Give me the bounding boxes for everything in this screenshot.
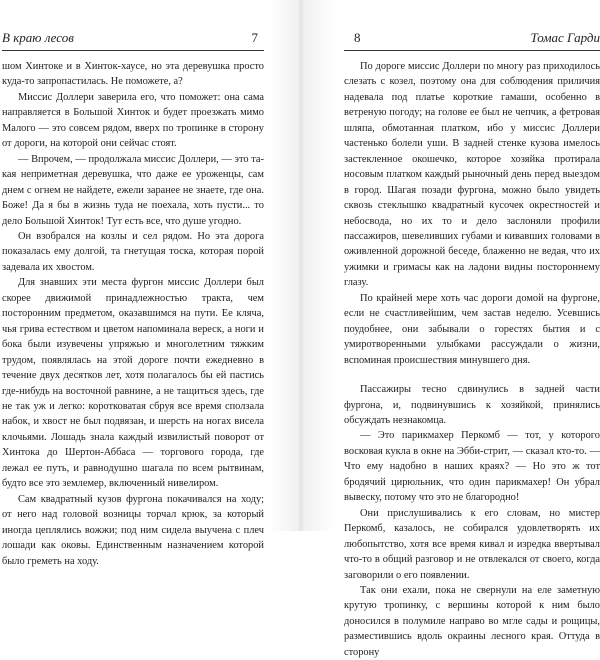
- paragraph: По крайней мере хоть час дороги домой на фургоне, если не счастливейшим, чем застав неделю. Усевшись поудобнее, они забывали о горестях бытия и с умиротворенными улыбками рассуждали о жизни, вспоминая происшествия минувшего дня.: [344, 292, 600, 366]
- page-number: 8: [354, 30, 361, 45]
- paragraph: Они прислушивались к его словам, но мистер Перкомб, казалось, не собирался удовлетворять их любопытство, хотя все время кивал и изредка ввертывал что-то в общий разговор и не отвлекался от своего, когда заговорили о его появлении.: [344, 507, 600, 581]
- book-gutter: [268, 0, 334, 531]
- right-page: [334, 0, 600, 658]
- running-title: Томас Гарди: [530, 30, 600, 45]
- paragraph: — Это парикмахер Перкомб — тот, у которого восковая кукла в окне на Эбби-стрит, — сказал кто-то. — Что ему надобно в наших краях? — Но это ж тот бродячий цирюльник, что один парикмахер! Он убрал вывеску, потому что это не благородно!: [344, 430, 600, 504]
- paragraph: Сам квадратный кузов фургона покачивался на ходу; от него над головой возницы торчал крюк, за который иногда цеплялись вожжи; под ним сидела выучена с плеч лошади как оковы. Единственным назначением которой было греметь на ходу.: [2, 493, 264, 567]
- paragraph: Миссис Доллери заверила его, что поможет: она сама направляется в Большой Хинток и будет проезжать мимо Малого — это совсем рядом, вверх по тропинке в сторону от дороги, на которой они сейчас стоят.: [2, 91, 264, 150]
- paragraph: По дороге миссис Доллери по многу раз приходилось слезать с козел, поэтому она для соблюдения приличия надевала под платье короткие гамаши, особенно в ветреную погоду; на голове ее был не чепчик, а фетровая шляпа, обмотанная платком, ибо у миссис Доллери частенько болели уши. В задней стенке кузова имелось застекленное окошечко, которое хозяйка протирала носовым платком каждый рыночный день перед выездом в город. Шагая позади фургона, можно было увидеть сквозь стеклышко квадратный кусочек окрестностей и небосвода, но их то и дело заслоняли профили пассажиров, шевеливших губами и кивавших головами в оживленной дорожной беседе, блаженно не ведая, что их ужимки и гримасы как на ладони видны постороннему глазу.: [344, 61, 600, 289]
- left-page-header: [2, 28, 264, 51]
- paragraph: Пассажиры тесно сдвинулись в задней части фургона, и, подвинувшись к хозяйкой, принялись обсуждать незнакомца.: [344, 384, 600, 426]
- running-title: В краю лесов: [2, 30, 74, 45]
- right-page-text: [344, 59, 600, 660]
- left-page: [0, 0, 268, 567]
- paragraph: Для знавших эти места фургон миссис Доллери был скорее движимой принадлежностью тракта, чем посторонним предметом, оказавшимся на пути. Ее кляча, чья грива естеством и цветом напоминала вереск, а ноги и бока были изувечены упряжью и многолетним тяжким трудом, появлялась на этой дороге почти ежедневно в течение двух десятков лет, хотя полагалось бы ей пастись где-нибудь на восточной равнине, а не тащиться здесь, где не так уж и легко: коротковатая сбруя все время сползала набок, и хвост не был подвязан, и шерсть на ногах висела клочьями. Лошадь знала каждый извилистый поворот от Хинтока до Шертон-Аббаса — торгового города, где лежал ее путь, и равнодушно шагала по всем рытвинам, будто все это землемер, включенный нивелиром.: [2, 277, 264, 490]
- paragraph: шом Хинтоке и в Хинток-хаусе, но эта деревушка просто куда-то запропастилась. Не поможете, а?: [2, 61, 264, 88]
- paragraph: — Впрочем, — продолжала миссис Доллери, — это та-кая неприметная деревушка, что даже ее уроженцы, сам днем с огнем не найдете, ежели заранее не знаете, где она. Боже! Да я бы в жизнь туда не поехала, хоть пусти... то дело Большой Хинток! Тут есть все, что душе угодно.: [2, 153, 264, 227]
- paragraph: Так они ехали, пока не свернули на еле заметную крутую тропинку, с вершины которой к ним было доносился в полумиле направо во мгле сады и рощицы, разместившись вдоль окраины лесного края. Оттуда в сторону: [344, 584, 600, 658]
- paragraph: Он взобрался на козлы и сел рядом. Но эта дорога показалась ему долгой, та гнетущая тоска, которая порой задевала их хвостом.: [2, 230, 264, 273]
- right-page-header: [344, 28, 600, 51]
- page-number: 7: [251, 30, 258, 45]
- left-page-text: [2, 59, 264, 569]
